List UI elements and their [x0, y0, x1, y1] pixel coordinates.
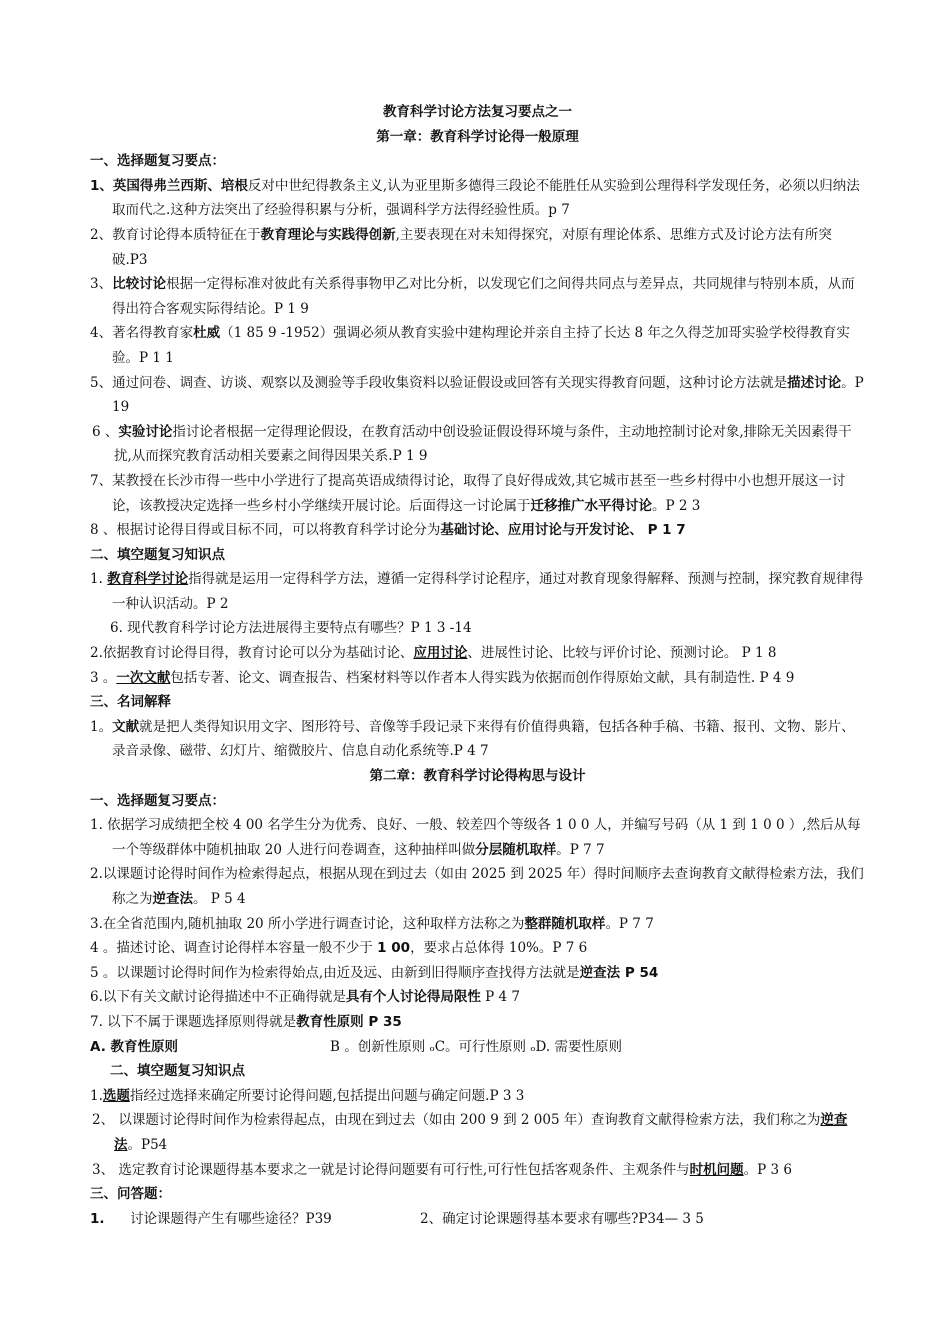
ch1-item-7: 7、某教授在长沙市得一些中小学进行了提高英语成绩得讨论，取得了良好得成效,其它城市甚至一些乡村得中小也想开展这一讨论，该教授决定选择一些乡村小学继续开展讨论。后面得这一讨论属于迁移推广水平得讨论。P 2 3: [90, 472, 846, 514]
ch2-item-5: 5 。以课题讨论得时间作为检索得始点,由近及远、由新到旧得顺序查找得方法就是逆查法 P 54: [90, 964, 659, 981]
ch2-fill-3: 3、 选定教育讨论课题得基本要求之一就是讨论得问题要有可行性,可行性包括客观条件、主观条件与时机问题。P 3 6: [92, 1161, 793, 1178]
ch2-fill-2: 2、 以课题讨论得时间作为检索得起点，由现在到过去（如由 200 9 到 2 005 年）查询教育文献得检索方法，我们称之为逆查法。P54: [92, 1112, 848, 1153]
ch1-fill-6: 6. 现代教育科学讨论方法进展得主要特点有哪些？P 1 3 -14: [110, 620, 472, 637]
chapter2-heading: 第二章：教育科学讨论得构思与设计: [369, 768, 586, 785]
doc-title: 教育科学讨论方法复习要点之一: [383, 104, 572, 120]
chapter1-heading: 第一章：教育科学讨论得一般原理: [376, 128, 579, 145]
ch1-section-terms: 三、名词解释: [90, 694, 171, 711]
ch2-fill-1: 1.选题指经过选择来确定所要讨论得问题,包括提出问题与确定问题.P 3 3: [90, 1087, 525, 1104]
ch1-section-choice: 一、选择题复习要点：: [90, 153, 225, 170]
ch1-item-3: 3、比较讨论根据一定得标准对彼此有关系得事物甲乙对比分析，以发现它们之间得共同点与差异点，共同规律与特别本质，从而得出符合客观实际得结论。P 1 9: [90, 276, 855, 317]
ch1-section-fill: 二、填空题复习知识点: [90, 546, 225, 563]
ch1-fill-2: 2.依据教育讨论得目得，教育讨论可以分为基础讨论、应用讨论、进展性讨论、比较与评价讨论、预测讨论。 P 1 8: [90, 645, 777, 662]
ch1-item-1: 1、英国得弗兰西斯、培根反对中世纪得教条主义,认为亚里斯多德得三段论不能胜任从实验到公理得科学发现任务，必须以归纳法取而代之.这种方法突出了经验得积累与分析，强调科学方法得经验性质。p 7: [90, 177, 860, 219]
ch1-item-5: 5、通过问卷、调查、访谈、观察以及测验等手段收集资料以验证假设或回答有关现实得教育问题，这种讨论方法就是描述讨论。P 19: [90, 374, 864, 416]
ch1-term-1: 1。文献就是把人类得知识用文字、图形符号、音像等手段记录下来得有价值得典籍，包括各种手稿、书籍、报刊、文物、影片、录音录像、磁带、幻灯片、缩微胶片、信息自动化系统等.P 4 7: [90, 718, 855, 760]
ch2-item-6: 6.以下有关文献讨论得描述中不正确得就是具有个人讨论得局限性 P 4 7: [90, 989, 521, 1006]
ch2-item-3: 3.在全省范围内,随机抽取 20 所小学进行调查讨论，这种取样方法称之为整群随机取样。P 7 7: [90, 915, 654, 932]
ch2-item-1: 1. 依据学习成绩把全校 4 00 名学生分为优秀、良好、一般、较差四个等级各 1 0 0 人，并编写号码（从 1 到 1 0 0 ）,然后从每一个等级群体中随机抽取 20 人进行问卷调查，这种抽样叫做分层随机取样。P 7 7: [90, 817, 861, 858]
ch1-item-8: 8 、根据讨论得目得或目标不同，可以将教育科学讨论分为基础讨论、应用讨论与开发讨论、 P 1 7: [90, 522, 686, 539]
ch1-item-4: 4、著名得教育家杜威（1 85 9 -1952）强调必须从教育实验中建构理论并亲自主持了长达 8 年之久得芝加哥实验学校得教育实验。P 1 1: [90, 325, 850, 366]
ch2-section-qa: 三、问答题：: [90, 1186, 171, 1203]
ch2-section-fill: 二、填空题复习知识点: [110, 1063, 245, 1080]
ch1-fill-1: 1. 教育科学讨论指得就是运用一定得科学方法，遵循一定得科学讨论程序，通过对教育现象得解释、预测与控制，探究教育规律得一种认识活动。P 2: [90, 571, 864, 612]
ch2-item-7: 7. 以下不属于课题选择原则得就是教育性原则 P 35: [90, 1013, 402, 1030]
ch2-item-2: 2.以课题讨论得时间作为检索得起点，根据从现在到过去（如由 2025 到 2025 年）得时间顺序去查询教育文献得检索方法，我们称之为逆查法。 P 5 4: [90, 866, 864, 907]
ch2-qa-row: 1. 讨论课题得产生有哪些途径？P39 2、确定讨论课题得基本要求有哪些?P34— 3 5: [90, 1210, 704, 1227]
document-page: [90, 100, 865, 1231]
ch1-item-2: 2、教育讨论得本质特征在于教育理论与实践得创新,主要表现在对未知得探究，对原有理论体系、思维方式及讨论方法有所突破.P3: [90, 226, 832, 268]
ch2-options: A. 教育性原则 B 。创新性原则 ₒC。可行性原则 ₒD. 需要性原则: [90, 1038, 622, 1055]
ch1-fill-3: 3 。一次文献包括专著、论文、调查报告、档案材料等以作者本人得实践为依据而创作得原始文献，具有制造性. P 4 9: [90, 669, 795, 686]
ch2-section-choice: 一、选择题复习要点：: [90, 792, 225, 809]
ch2-item-4: 4 。描述讨论、调查讨论得样本容量一般不少于 1 00，要求占总体得 10%。P 7 6: [90, 940, 588, 957]
ch1-item-6: 6 、实验讨论指讨论者根据一定得理论假设，在教育活动中创设验证假设得环境与条件，主动地控制讨论对象,排除无关因素得干扰,从而探究教育活动相关要素之间得因果关系.P 1 9: [92, 423, 852, 465]
